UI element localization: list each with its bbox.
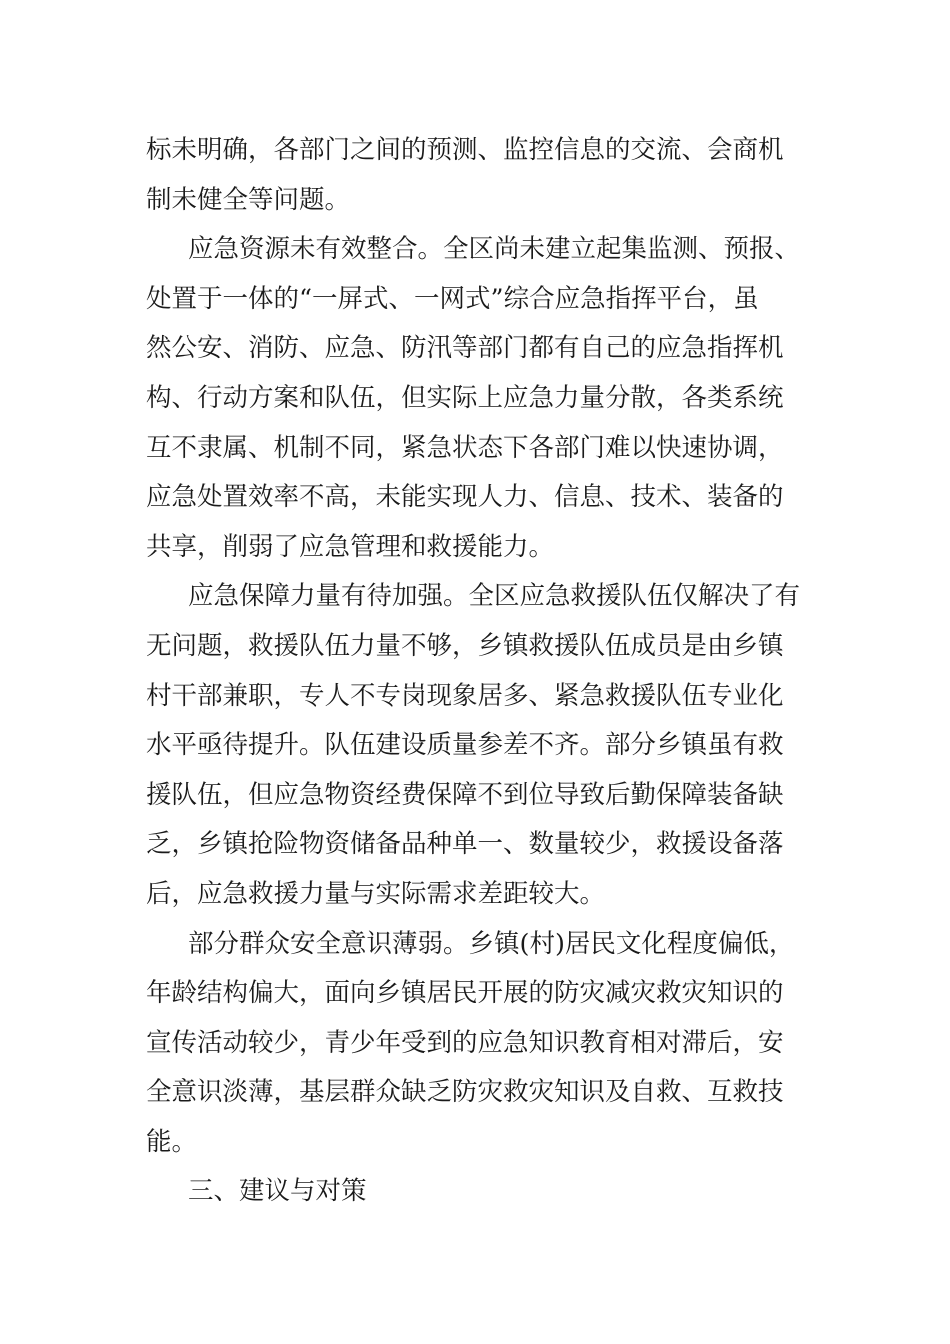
text-line: 然公安、消防、应急、防汛等部门都有自己的应急指挥机 [146,333,784,364]
text-line: 处置于一体的“一屏式、一网式”综合应急指挥平台，虽 [146,283,759,314]
text-line: 水平亟待提升。队伍建设质量参差不齐。部分乡镇虽有救 [146,730,784,761]
paragraph-start-line: 部分群众安全意识薄弱。乡镇(村)居民文化程度偏低， [188,928,795,959]
paragraph-start-line: 应急保障力量有待加强。全区应急救援队伍仅解决了有 [188,581,801,612]
text-line: 村干部兼职，专人不专岗现象居多、紧急救援队伍专业化 [146,680,784,711]
text-line: 年龄结构偏大，面向乡镇居民开展的防灾减灾救灾知识的 [146,978,784,1009]
text-line: 乏，乡镇抢险物资储备品种单一、数量较少，救援设备落 [146,829,784,860]
paragraph-start-line: 应急资源未有效整合。全区尚未建立起集监测、预报、 [188,234,801,265]
text-line: 能。 [146,1126,198,1157]
text-line: 构、行动方案和队伍，但实际上应急力量分散，各类系统 [146,382,784,413]
text-line: 共享，削弱了应急管理和救援能力。 [146,531,555,562]
text-line: 标未明确，各部门之间的预测、监控信息的交流、会商机 [146,135,784,165]
text-line: 宣传活动较少，青少年受到的应急知识教育相对滞后，安 [146,1027,784,1058]
text-line: 无问题，救援队伍力量不够，乡镇救援队伍成员是由乡镇 [146,630,784,661]
text-line: 后，应急救援力量与实际需求差距较大。 [146,878,606,909]
text-line: 互不隶属、机制不同，紧急状态下各部门难以快速协调， [146,432,784,463]
text-line: 全意识淡薄，基层群众缺乏防灾救灾知识及自救、互救技 [146,1077,784,1108]
text-line: 应急处置效率不高，未能实现人力、信息、技术、装备的 [146,482,784,513]
body-text [146,126,806,1217]
text-line: 援队伍，但应急物资经费保障不到位导致后勤保障装备缺 [146,779,784,810]
text-line: 制未健全等问题。 [146,184,351,215]
section-heading: 三、建议与对策 [188,1176,367,1207]
